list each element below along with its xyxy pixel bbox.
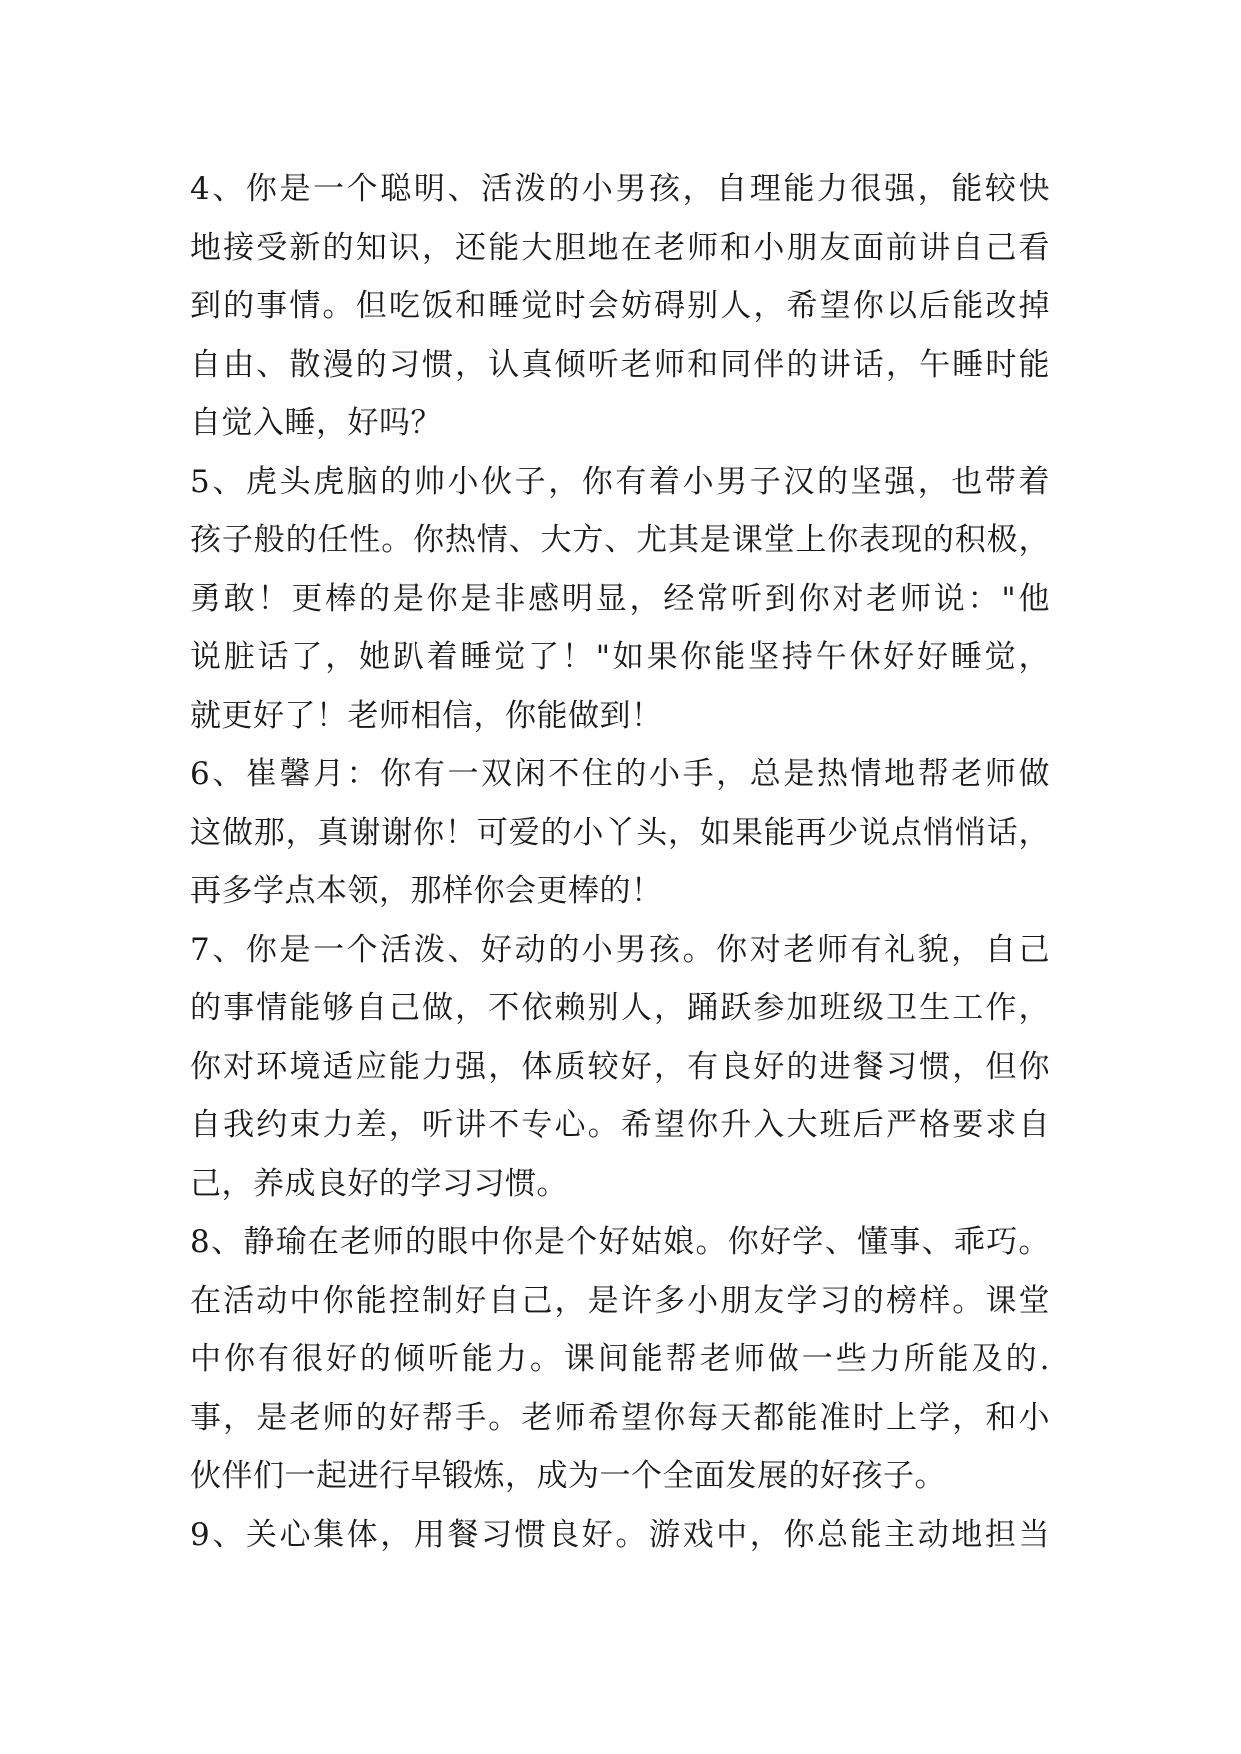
paragraph-comment-8	[190, 1213, 1050, 1506]
paragraph-comment-6	[190, 745, 1050, 921]
text-line: 5、虎头虎脑的帅小伙子，你有着小男子汉的坚强，也带着	[190, 463, 1050, 500]
text-line: 再多学点本领，那样你会更棒的！	[190, 873, 663, 909]
text-line: 地接受新的知识，还能大胆地在老师和小朋友面前讲自己看	[190, 229, 1050, 266]
paragraph-comment-4	[190, 160, 1050, 453]
text-line: 自由、散漫的习惯，认真倾听老师和同伴的讲话，午睡时能	[190, 346, 1050, 383]
text-line: 在活动中你能控制好自己，是许多小朋友学习的榜样。课堂	[190, 1282, 1050, 1319]
paragraph-comment-7	[190, 921, 1050, 1214]
text-line: 自我约束力差，听讲不专心。希望你升入大班后严格要求自	[190, 1107, 1050, 1143]
paragraph-comment-5	[190, 453, 1050, 746]
text-line: 这做那，真谢谢你！可爱的小丫头，如果能再少说点悄悄话，	[190, 814, 1050, 851]
text-line: 孩子般的任性。你热情、大方、尤其是课堂上你表现的积极，	[190, 522, 1050, 558]
paragraph-comment-9	[190, 1506, 1050, 1565]
text-line: 你对环境适应能力强，体质较好，有良好的进餐习惯，但你	[190, 1048, 1050, 1085]
text-line: 说脏话了，她趴着睡觉了！"如果你能坚持午休好好睡觉，	[190, 639, 1050, 675]
document-body	[190, 160, 1050, 1564]
text-line: 4、你是一个聪明、活泼的小男孩，自理能力很强，能较快	[190, 171, 1050, 207]
text-line: 伙伴们一起进行早锻炼，成为一个全面发展的好孩子。	[190, 1458, 946, 1494]
text-line: 8、静瑜在老师的眼中你是个好姑娘。你好学、懂事、乖巧。	[190, 1224, 1050, 1260]
text-line: 到的事情。但吃饭和睡觉时会妨碍别人，希望你以后能改掉	[190, 288, 1050, 324]
text-line: 7、你是一个活泼、好动的小男孩。你对老师有礼貌，自己	[190, 931, 1050, 968]
text-line: 就更好了！老师相信，你能做到！	[190, 697, 663, 734]
text-line: 9、关心集体，用餐习惯良好。游戏中，你总能主动地担当	[190, 1516, 1050, 1553]
text-line: 己，养成良好的学习习惯。	[190, 1165, 568, 1202]
text-line: 事，是老师的好帮手。老师希望你每天都能准时上学，和小	[190, 1399, 1050, 1436]
text-line: 勇敢！更棒的是你是非感明显，经常听到你对老师说："他	[190, 580, 1050, 617]
text-line: 自觉入睡，好吗？	[190, 405, 442, 441]
text-line: 6、崔馨月：你有一双闲不住的小手，总是热情地帮老师做	[190, 756, 1050, 792]
text-line: 中你有很好的倾听能力。课间能帮老师做一些力所能及的.	[190, 1341, 1050, 1377]
text-line: 的事情能够自己做，不依赖别人，踊跃参加班级卫生工作，	[190, 990, 1050, 1026]
